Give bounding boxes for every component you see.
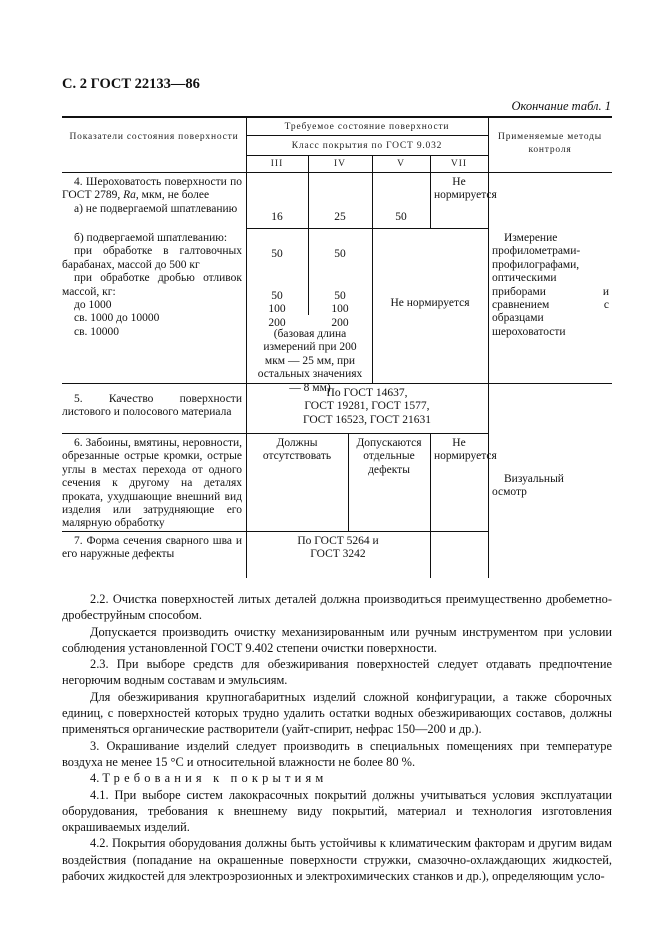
row6-v: Допускаются отдельные дефекты	[356, 437, 422, 476]
paragraph-4-2: 4.2. Покрытия оборудования должны быть устойчивы к климатическим факторам и другим видам воздействия (попадание на окрашенные поверхности стружки, смазочно-охлаждающих жидкостей, рабочих жидкостей для электроэрозионных и электрохимических станков и др.), определяющим усло-	[62, 836, 612, 884]
divider	[246, 155, 488, 156]
row4b-shot: при обработке дробью отливок массой, кг:	[62, 272, 242, 298]
value-line: По ГОСТ 14637,	[326, 387, 408, 399]
value: 50	[271, 290, 283, 302]
header-class-iv: IV	[333, 159, 347, 169]
value: 100	[331, 303, 349, 316]
row4b-b: б) подвергаемой шпатлеванию:	[74, 232, 228, 244]
header-class-v: V	[397, 159, 405, 169]
body-text	[62, 591, 612, 884]
value: 200	[331, 316, 349, 329]
row5-value	[246, 387, 488, 427]
row4b-method	[492, 232, 609, 339]
section-title: Требования к покрытиям	[102, 771, 328, 786]
row4b-weight: св. 10000	[74, 325, 120, 338]
param-text: 7. Форма сечения сварного шва и его наружные дефекты	[62, 535, 242, 561]
row4-iv: 25	[334, 211, 346, 223]
row7-param	[62, 535, 242, 562]
header-class-vii: VII	[450, 159, 468, 169]
value: 50	[334, 290, 346, 302]
row4b-iii-drum: 50	[271, 248, 283, 260]
row-border	[62, 531, 488, 532]
divider	[488, 117, 489, 578]
row4b-note: (базовая длина измерений при 200 мкм — 25 мм, при остальных значениях — 8 мм)	[257, 328, 363, 394]
paragraph-degreasing: Для обезжиривания крупногабаритных изделий сложной конфигурации, а также сборочных единиц, с поверхностей которых трудно удалить остатки водных обезжиривающих составов, должны применяться органические растворители (уайт-спирит, нефрас 150—200 и др.).	[62, 689, 612, 737]
ra-symbol: Ra	[123, 189, 136, 202]
header-required-state: Требуемое состояние поверхности	[284, 122, 450, 132]
value-line: По ГОСТ 5264 и	[297, 535, 379, 547]
row4-title: 4. Шероховатость поверхности по ГОСТ 2789,	[62, 176, 242, 202]
header-bottom-border	[62, 172, 612, 173]
divider	[430, 228, 488, 229]
header-class-iii: III	[270, 159, 284, 169]
row5-param	[62, 393, 242, 420]
row-border	[62, 433, 488, 434]
divider	[372, 155, 373, 383]
row7-value	[246, 535, 430, 562]
row4-param	[62, 176, 242, 216]
method-text: Измерение профилометрами-профилографами, оптическими приборами и сравнением с образцами шероховатости	[492, 232, 609, 338]
paragraph-2-3: 2.3. При выборе средств для обезжиривания поверхностей следует отдавать предпочтение негорючим водным составам и эмульсиям.	[62, 657, 612, 688]
row6-param	[62, 437, 242, 531]
value: 100	[268, 303, 286, 316]
page-header: С. 2 ГОСТ 22133—86	[62, 76, 200, 92]
paragraph-allowed: Допускается производить очистку механизированным или ручным инструментом при условии соблюдения установленной ГОСТ 9.402 степени очистки поверхности.	[62, 624, 612, 655]
paragraph-4-1: 4.1. При выборе систем лакокрасочных покрытий должны учитываться условия эксплуатации оборудования, требования к внешнему виду покрытий, материал и технология изготовления окрашиваемых изделий.	[62, 787, 612, 835]
paragraph-3: 3. Окрашивание изделий следует производить в специальных помещениях при температуре воздуха не менее 15 °С и относительной влажности не более 80 %.	[62, 738, 612, 769]
paragraph-2-2: 2.2. Очистка поверхностей литых деталей должна производиться преимущественно дробеметно-дробеструйным способом.	[62, 592, 612, 623]
row4b-weight: св. 1000 до 10000	[74, 312, 160, 325]
table-top-border	[62, 116, 612, 118]
row6-vii: Не нормируется	[434, 437, 497, 463]
row4-iii: 16	[271, 211, 283, 223]
value: 200	[268, 316, 286, 329]
value-line: ГОСТ 3242	[310, 548, 366, 561]
row4b-weight: до 1000	[74, 299, 112, 312]
divider	[246, 135, 488, 136]
row4b-iv-drum: 50	[334, 248, 346, 260]
row4b-param	[62, 232, 242, 339]
row6-method	[492, 473, 609, 500]
row4b-iv-values	[308, 290, 372, 330]
row4-vii: Не нормируется	[434, 176, 497, 202]
divider	[348, 433, 349, 531]
row4b-v-vii: Не нормируется	[390, 297, 470, 309]
section-number: 4.	[90, 771, 103, 786]
row4-a: а) не подвергаемой шпатлеванию	[74, 202, 238, 215]
param-text: 5. Качество поверхности листового и полосового материала	[62, 393, 242, 419]
value-line: ГОСТ 19281, ГОСТ 1577,	[304, 400, 430, 413]
row4-tail: , мкм, не более	[135, 189, 210, 202]
row4b-drum: при обработке в галтовочных барабанах, массой до 500 кг	[62, 245, 242, 271]
value-line: ГОСТ 16523, ГОСТ 21631	[302, 413, 431, 426]
row4-v: 50	[395, 211, 407, 223]
header-coating-class: Класс покрытия по ГОСТ 9.032	[291, 141, 443, 151]
table-caption: Окончание табл. 1	[511, 99, 611, 113]
method-text: Визуальный осмотр	[492, 473, 564, 499]
header-param: Показатели состояния поверхности	[69, 132, 239, 142]
header-methods: Применяемые методы контроля	[498, 132, 602, 156]
row4b-iii-values	[246, 290, 308, 330]
divider-partial	[246, 228, 430, 229]
param-text: 6. Забоины, вмятины, неровности, обрезанные острые кромки, острые углы в местах перехода от одного сечения к другому на деталях проката, ухудшающие внешний вид изделия или затрудняющие его малярную обработку	[62, 437, 242, 530]
row6-iii-iv: Должны отсутствовать	[262, 437, 332, 463]
divider	[246, 117, 247, 578]
divider	[430, 433, 431, 578]
section-4-heading	[62, 770, 612, 786]
